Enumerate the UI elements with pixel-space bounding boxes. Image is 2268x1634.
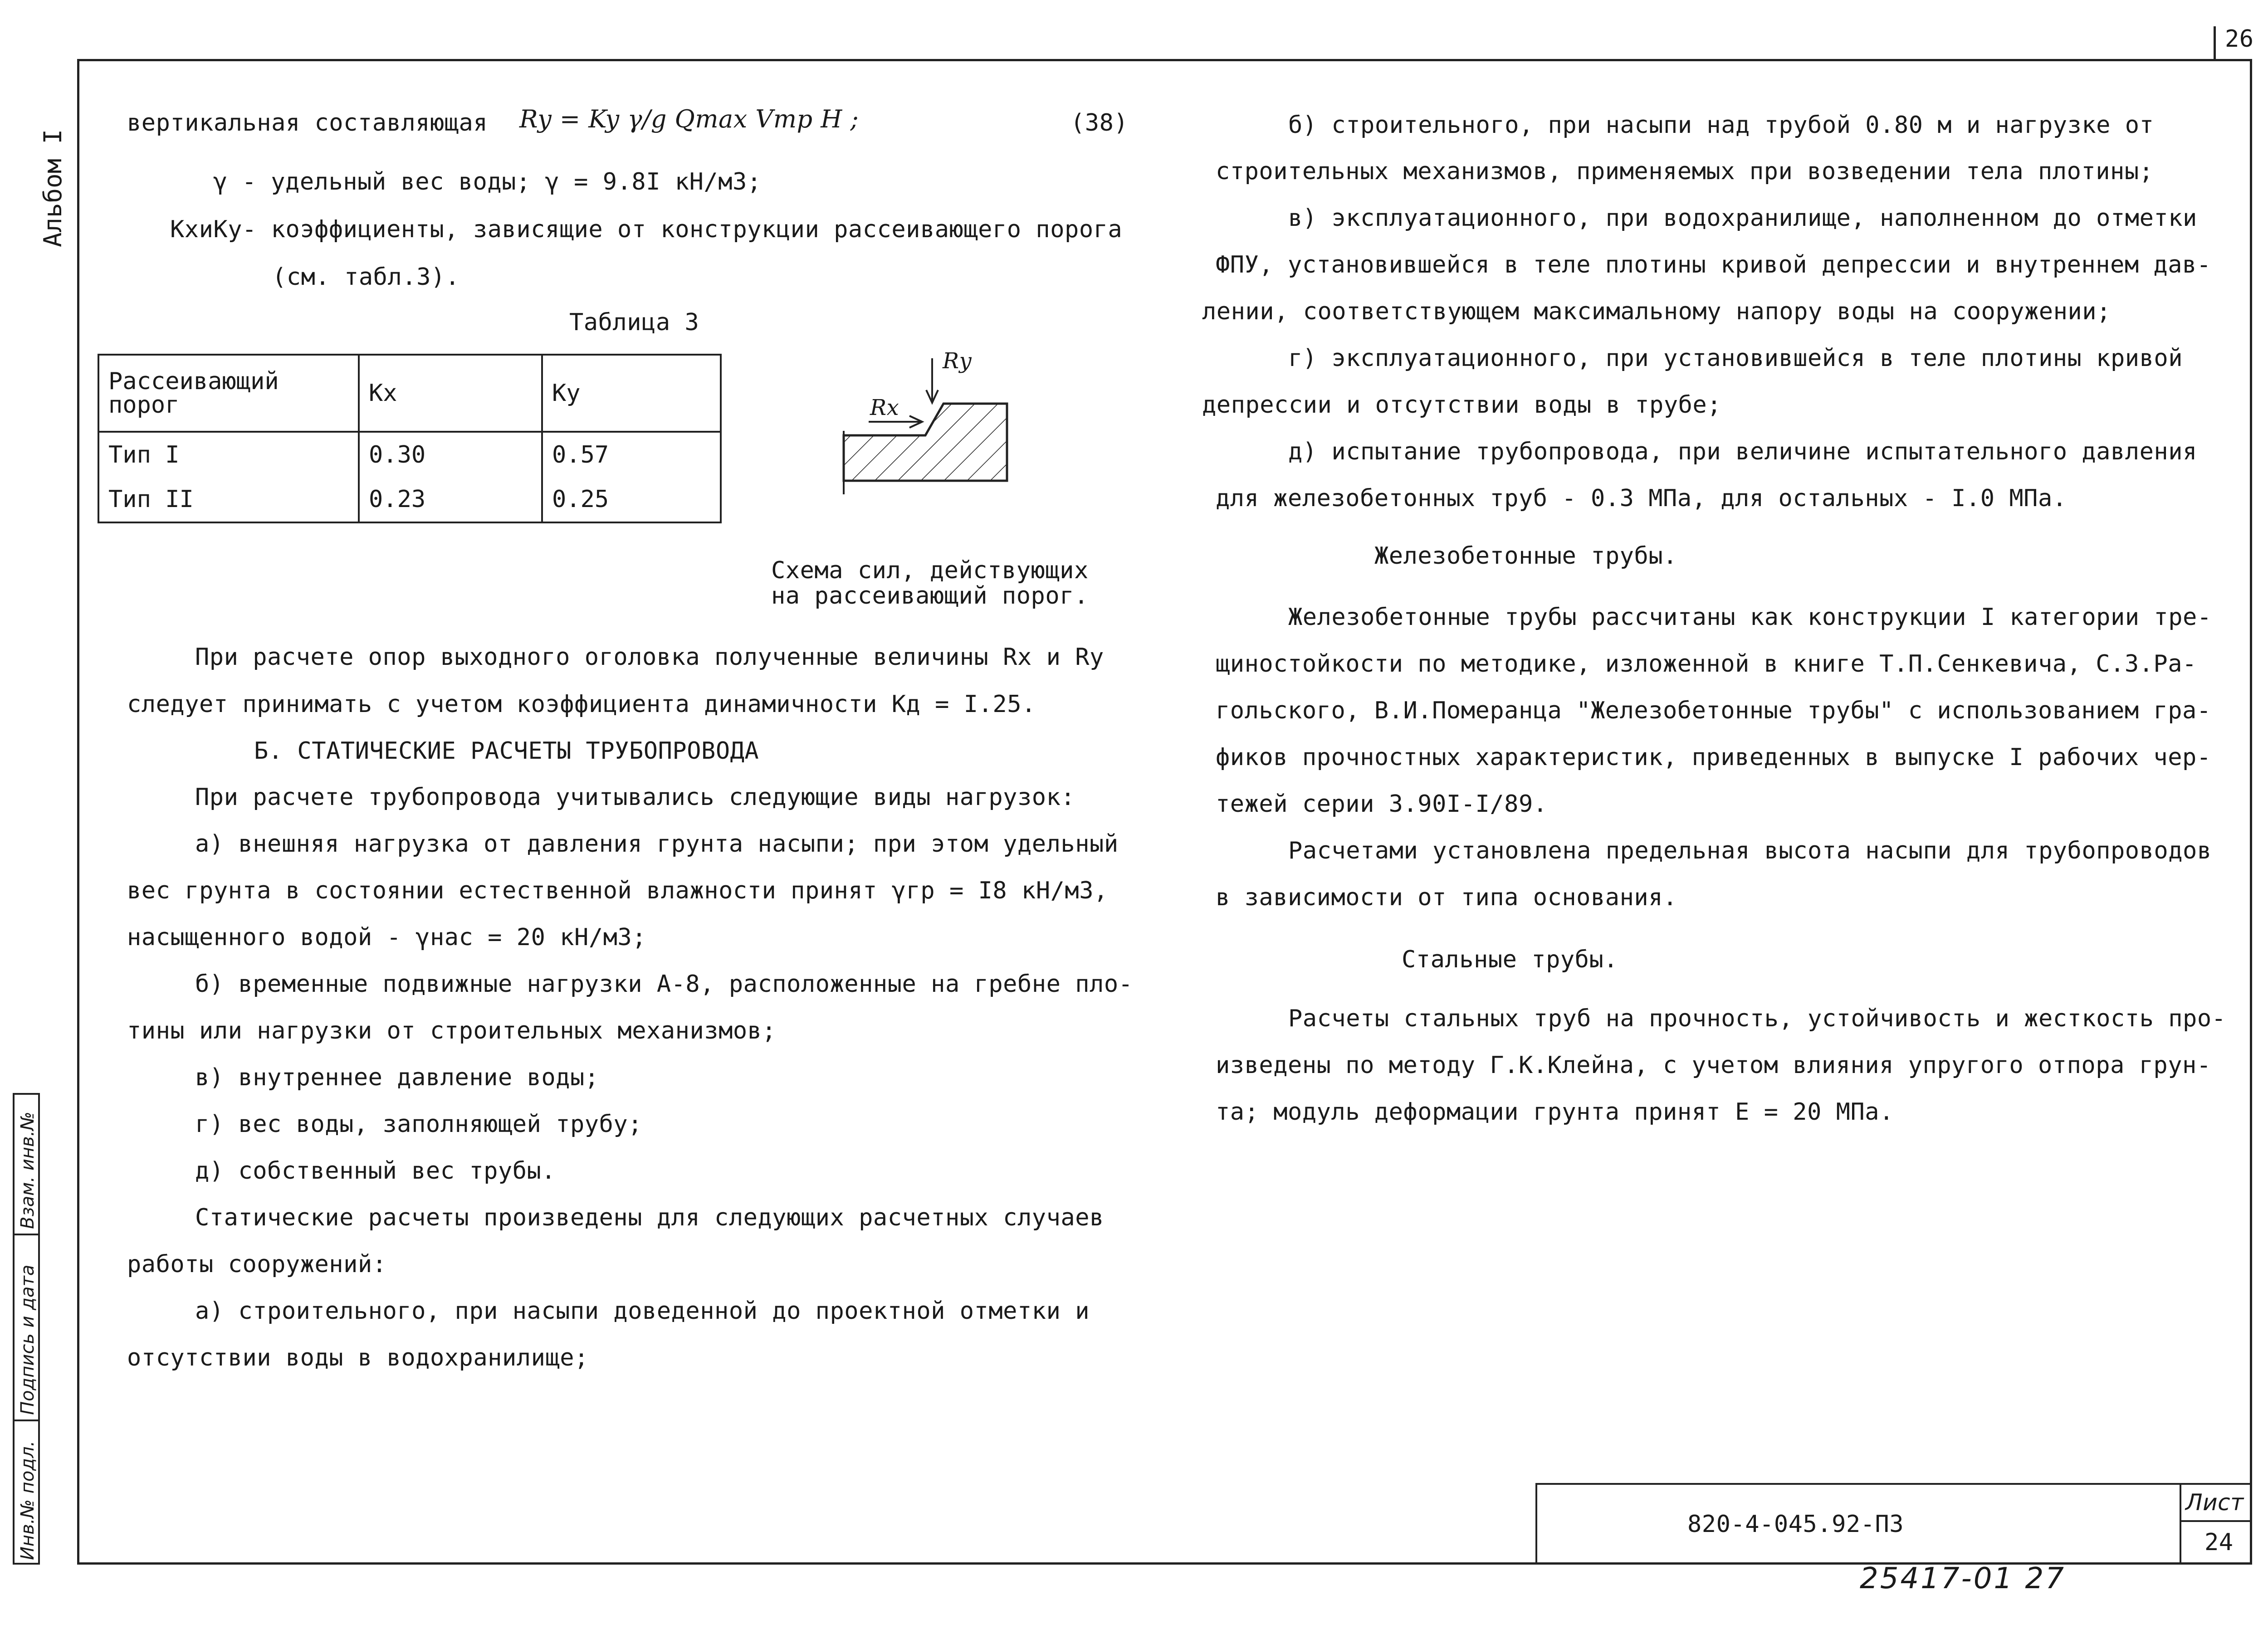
gamma-line: γ - удельный вес воды; γ = 9.8I кН/м3; <box>213 168 762 195</box>
threshold-shape <box>844 404 1007 481</box>
schema-caption-2: на рассеивающий порог. <box>771 582 1089 610</box>
para-line: Расчеты стальных труб на прочность, устойчивость и жесткость про- <box>1288 1005 2226 1032</box>
para-line: а) внешняя нагрузка от давления грунта насыпи; при этом удельный <box>195 830 1119 858</box>
archive-number: 25417-01 27 <box>1860 1562 2066 1595</box>
album-label: Альбом I <box>39 129 67 247</box>
para-line: работы сооружений: <box>127 1251 387 1278</box>
rx-label: Rх <box>870 395 899 420</box>
para-line: в) эксплуатационного, при водохранилище, наполненном до отметки <box>1288 205 2197 232</box>
section-heading-b: Б. СТАТИЧЕСКИЕ РАСЧЕТЫ ТРУБОПРОВОДА <box>254 737 759 765</box>
para-line: ФПУ, установившейся в теле плотины кривой депрессии и внутреннем дав- <box>1216 251 2211 278</box>
para-line: отсутствии воды в водохранилище; <box>127 1344 589 1371</box>
para-line: для железобетонных труб - 0.3 МПа, для остальных - I.0 МПа. <box>1216 485 2067 512</box>
doc-code: 820-4-045.92-ПЗ <box>1687 1511 1904 1538</box>
table-cell: Тип I <box>98 432 359 477</box>
table-3 <box>98 354 722 523</box>
force-schema <box>826 345 1034 499</box>
formula-label: вертикальная составляющая <box>127 109 488 137</box>
para-line: лении, соответствующем максимальному напору воды на сооружении; <box>1202 298 2111 325</box>
page-number-tick <box>2214 26 2216 59</box>
table-cell: 0.30 <box>359 432 542 477</box>
para-line: вес грунта в состоянии естественной влажности принят γгр = I8 кН/м3, <box>127 877 1108 904</box>
para-line: гольского, В.И.Померанца "Железобетонные трубы" с использованием гра- <box>1216 697 2211 724</box>
table-header-kx: Kх <box>359 355 542 432</box>
formula: Ry = Ky γ/g Qmax Vтр H ; <box>519 105 859 133</box>
para-line: тежей серии 3.90I-I/89. <box>1216 790 1548 818</box>
para-line: г) эксплуатационного, при установившейся в теле плотины кривой <box>1288 345 2183 372</box>
para-line: При расчете опор выходного оголовка полученные величины Rх и Rу <box>195 644 1104 671</box>
para-line: та; модуль деформации грунта принят Е = 20 МПа. <box>1216 1098 1894 1126</box>
sheet-number: 24 <box>2204 1529 2234 1556</box>
table-caption: Таблица 3 <box>569 309 699 336</box>
para-line: Расчетами установлена предельная высота насыпи для трубопроводов <box>1288 837 2212 864</box>
para-line: депрессии и отсутствии воды в трубе; <box>1202 391 1722 419</box>
schema-caption-1: Схема сил, действующих <box>771 557 1089 584</box>
table-cell: Тип II <box>98 477 359 522</box>
table-header-ky: Kу <box>542 355 721 432</box>
side-stamp-inv: Инв.№ подл. <box>17 1440 38 1560</box>
table-cell: 0.25 <box>542 477 721 522</box>
para-line: строительных механизмов, применяемых при возведении тела плотины; <box>1216 158 2154 185</box>
para-line: насыщенного водой - γнас = 20 кН/м3; <box>127 924 647 951</box>
table-cell: 0.57 <box>542 432 721 477</box>
table-header-threshold: Рассеивающий порог <box>98 355 359 432</box>
para-line: б) строительного, при насыпи над трубой 0.80 м и нагрузке от <box>1288 112 2154 139</box>
section-heading-rc: Железобетонные трубы. <box>1374 542 1677 570</box>
formula-number: (38) <box>1070 109 1129 137</box>
ry-label: Rу <box>943 348 972 374</box>
para-line: в зависимости от типа основания. <box>1216 884 1677 911</box>
para-line: Статические расчеты произведены для следующих расчетных случаев <box>195 1204 1104 1231</box>
para-line: щиностойкости по методике, изложенной в книге Т.П.Сенкевича, С.З.Ра- <box>1216 650 2197 678</box>
para-line: г) вес воды, заполняющей трубу; <box>195 1111 643 1138</box>
side-stamp-sign: Подпись и дата <box>17 1264 38 1415</box>
para-line: в) внутреннее давление воды; <box>195 1064 599 1091</box>
sheet-label: Лист <box>2185 1489 2244 1516</box>
para-line: следует принимать с учетом коэффициента динамичности Кд = I.25. <box>127 691 1036 718</box>
section-heading-steel: Стальные трубы. <box>1402 946 1618 973</box>
k-line: KxиKy- коэффициенты, зависящие от конструкции рассеивающего порога <box>170 216 1123 243</box>
para-line: д) собственный вес трубы. <box>195 1157 556 1185</box>
para-line: фиков прочностных характеристик, приведенных в выпуске I рабочих чер- <box>1216 744 2211 771</box>
para-line: При расчете трубопровода учитывались следующие виды нагрузок: <box>195 784 1075 811</box>
side-stamp-replace: Взам. инв.№ <box>17 1112 38 1229</box>
k-line-2: (см. табл.3). <box>272 263 460 291</box>
para-line: б) временные подвижные нагрузки А-8, расположенные на гребне пло- <box>195 971 1133 998</box>
para-line: а) строительного, при насыпи доведенной до проектной отметки и <box>195 1297 1090 1325</box>
page-number-top: 26 <box>2225 25 2254 53</box>
para-line: д) испытание трубопровода, при величине испытательного давления <box>1288 438 2197 465</box>
table-cell: 0.23 <box>359 477 542 522</box>
para-line: тины или нагрузки от строительных механизмов; <box>127 1017 777 1044</box>
para-line: Железобетонные трубы рассчитаны как конструкции I категории тре- <box>1288 604 2212 631</box>
para-line: изведены по методу Г.К.Клейна, с учетом влияния упругого отпора грун- <box>1216 1052 2211 1079</box>
